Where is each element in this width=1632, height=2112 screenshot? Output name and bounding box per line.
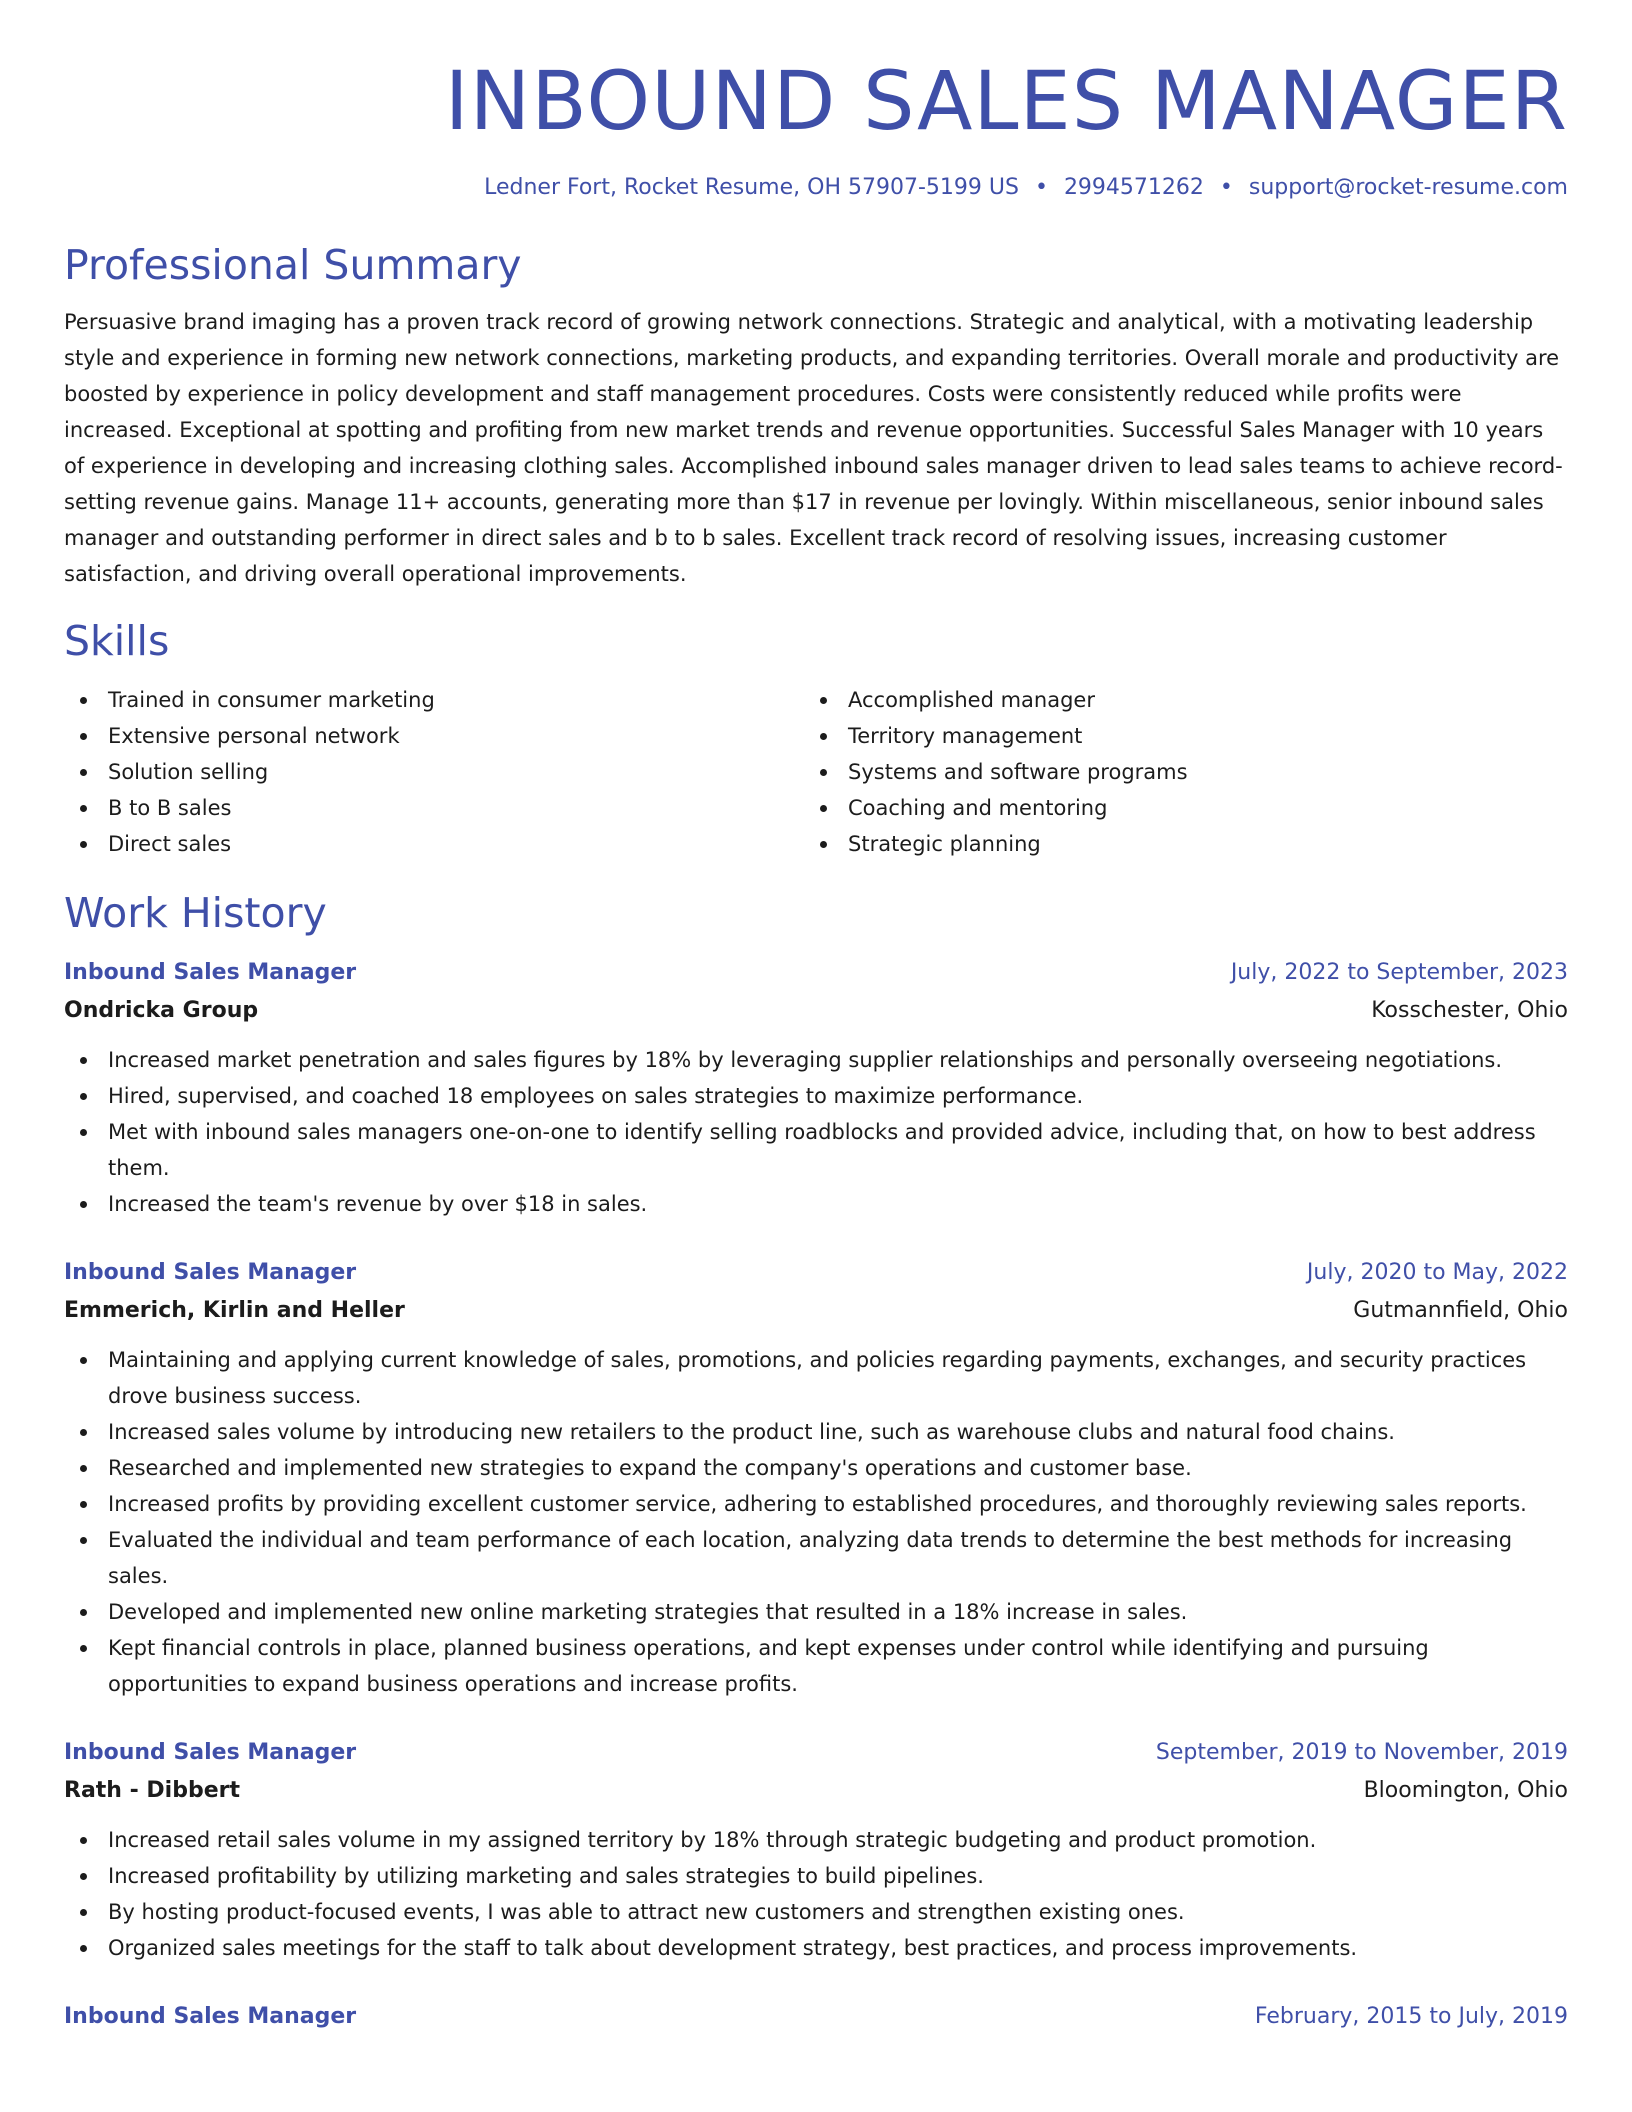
candidate-name: INBOUND SALES MANAGER bbox=[444, 55, 1568, 149]
contact-separator: • bbox=[1219, 175, 1233, 200]
job-bullet: Increased sales volume by introducing new retailers to the product line, such as warehouse clubs and natural food chains. bbox=[64, 1414, 1568, 1450]
skills-list bbox=[64, 682, 1568, 862]
skill-item: Territory management bbox=[804, 718, 1544, 754]
job-bullet: Developed and implemented new online marketing strategies that resulted in a 18% increase in sales. bbox=[64, 1594, 1568, 1630]
skill-item: Accomplished manager bbox=[804, 682, 1544, 718]
contact-phone: 2994571262 bbox=[1063, 175, 1204, 200]
job-bullet: Maintaining and applying current knowledge of sales, promotions, and policies regarding payments, exchanges, and security practices drove business success. bbox=[64, 1342, 1568, 1414]
job-entry bbox=[64, 954, 1568, 1222]
job-company: Rath - Dibbert bbox=[64, 1778, 240, 1803]
job-title: Inbound Sales Manager bbox=[64, 2004, 357, 2029]
job-bullets bbox=[64, 1342, 1568, 1702]
job-dates: July, 2020 to May, 2022 bbox=[1306, 1260, 1568, 1285]
skill-item: Coaching and mentoring bbox=[804, 790, 1544, 826]
job-entry bbox=[64, 1254, 1568, 1702]
contact-address: Ledner Fort, Rocket Resume, OH 57907-5199 US bbox=[484, 175, 1019, 200]
skills-column-left bbox=[64, 682, 804, 862]
skill-item: Extensive personal network bbox=[64, 718, 804, 754]
summary-heading: Professional Summary bbox=[64, 241, 522, 289]
job-location: Gutmannfield, Ohio bbox=[1353, 1298, 1568, 1323]
job-bullet: Increased market penetration and sales figures by 18% by leveraging supplier relationships and personally overseeing negotiations. bbox=[64, 1042, 1568, 1078]
skill-item: Systems and software programs bbox=[804, 754, 1544, 790]
job-bullet: Hired, supervised, and coached 18 employees on sales strategies to maximize performance. bbox=[64, 1078, 1568, 1114]
job-dates: February, 2015 to July, 2019 bbox=[1254, 2004, 1568, 2029]
skill-item: Trained in consumer marketing bbox=[64, 682, 804, 718]
job-bullet: Met with inbound sales managers one-on-one to identify selling roadblocks and provided advice, including that, on how to best address them. bbox=[64, 1114, 1568, 1186]
skills-column-right bbox=[804, 682, 1544, 862]
job-bullet: Researched and implemented new strategies to expand the company's operations and customer base. bbox=[64, 1450, 1568, 1486]
job-bullet: Evaluated the individual and team performance of each location, analyzing data trends to determine the best methods for increasing sales. bbox=[64, 1522, 1568, 1594]
job-dates: September, 2019 to November, 2019 bbox=[1155, 1740, 1568, 1765]
job-company-row bbox=[64, 992, 1568, 1030]
job-entry bbox=[64, 1998, 1568, 2036]
summary-text: Persuasive brand imaging has a proven track record of growing network connections. Strategic and analytical, with a motivating leadership style and experience in forming new network connections, marketing products, and expanding territories. Overall morale and productivity are boosted by experience in policy development and staff management procedures. Costs were consistently reduced while profits were increased. Exceptional at spotting and profiting from new market trends and revenue opportunities. Successful Sales Manager with 10 years of experience in developing and increasing clothing sales. Accomplished inbound sales manager driven to lead sales teams to achieve record-setting revenue gains. Manage 11+ accounts, generating more than $17 in revenue per lovingly. Within miscellaneous, senior inbound sales manager and outstanding performer in direct sales and b to b sales. Excellent track record of resolving issues, increasing customer satisfaction, and driving overall operational improvements. bbox=[64, 310, 1563, 586]
job-bullet: By hosting product-focused events, I was able to attract new customers and strengthen existing ones. bbox=[64, 1894, 1568, 1930]
job-bullets bbox=[64, 1042, 1568, 1222]
job-company-row bbox=[64, 1292, 1568, 1330]
contact-email: support@rocket-resume.com bbox=[1248, 175, 1568, 200]
job-bullet: Increased the team's revenue by over $18 in sales. bbox=[64, 1186, 1568, 1222]
job-dates: July, 2022 to September, 2023 bbox=[1230, 960, 1568, 985]
skill-item: Direct sales bbox=[64, 826, 804, 862]
job-title: Inbound Sales Manager bbox=[64, 960, 357, 985]
skill-item: Strategic planning bbox=[804, 826, 1544, 862]
job-bullet: Kept financial controls in place, planned business operations, and kept expenses under control while identifying and pursuing opportunities to expand business operations and increase profits. bbox=[64, 1630, 1568, 1702]
skills-heading: Skills bbox=[64, 617, 170, 665]
skill-item: Solution selling bbox=[64, 754, 804, 790]
job-bullet: Organized sales meetings for the staff to talk about development strategy, best practices, and process improvements. bbox=[64, 1930, 1568, 1966]
job-bullet: Increased profitability by utilizing marketing and sales strategies to build pipelines. bbox=[64, 1858, 1568, 1894]
job-title-row bbox=[64, 1998, 1568, 2036]
work-history-heading: Work History bbox=[64, 889, 327, 937]
job-title-row bbox=[64, 1734, 1568, 1772]
job-company-row bbox=[64, 1772, 1568, 1810]
job-title: Inbound Sales Manager bbox=[64, 1740, 357, 1765]
resume-header bbox=[64, 52, 1568, 204]
job-bullet: Increased profits by providing excellent customer service, adhering to established procedures, and thoroughly reviewing sales reports. bbox=[64, 1486, 1568, 1522]
job-title: Inbound Sales Manager bbox=[64, 1260, 357, 1285]
job-title-row bbox=[64, 1254, 1568, 1292]
job-bullet: Increased retail sales volume in my assigned territory by 18% through strategic budgeting and product promotion. bbox=[64, 1822, 1568, 1858]
job-company: Ondricka Group bbox=[64, 998, 259, 1023]
job-location: Bloomington, Ohio bbox=[1363, 1778, 1568, 1803]
job-title-row bbox=[64, 954, 1568, 992]
contact-line bbox=[64, 172, 1568, 204]
skill-item: B to B sales bbox=[64, 790, 804, 826]
job-entry bbox=[64, 1734, 1568, 1966]
job-bullets bbox=[64, 1822, 1568, 1966]
job-company: Emmerich, Kirlin and Heller bbox=[64, 1298, 405, 1323]
contact-separator: • bbox=[1034, 175, 1048, 200]
job-location: Kosschester, Ohio bbox=[1371, 998, 1568, 1023]
